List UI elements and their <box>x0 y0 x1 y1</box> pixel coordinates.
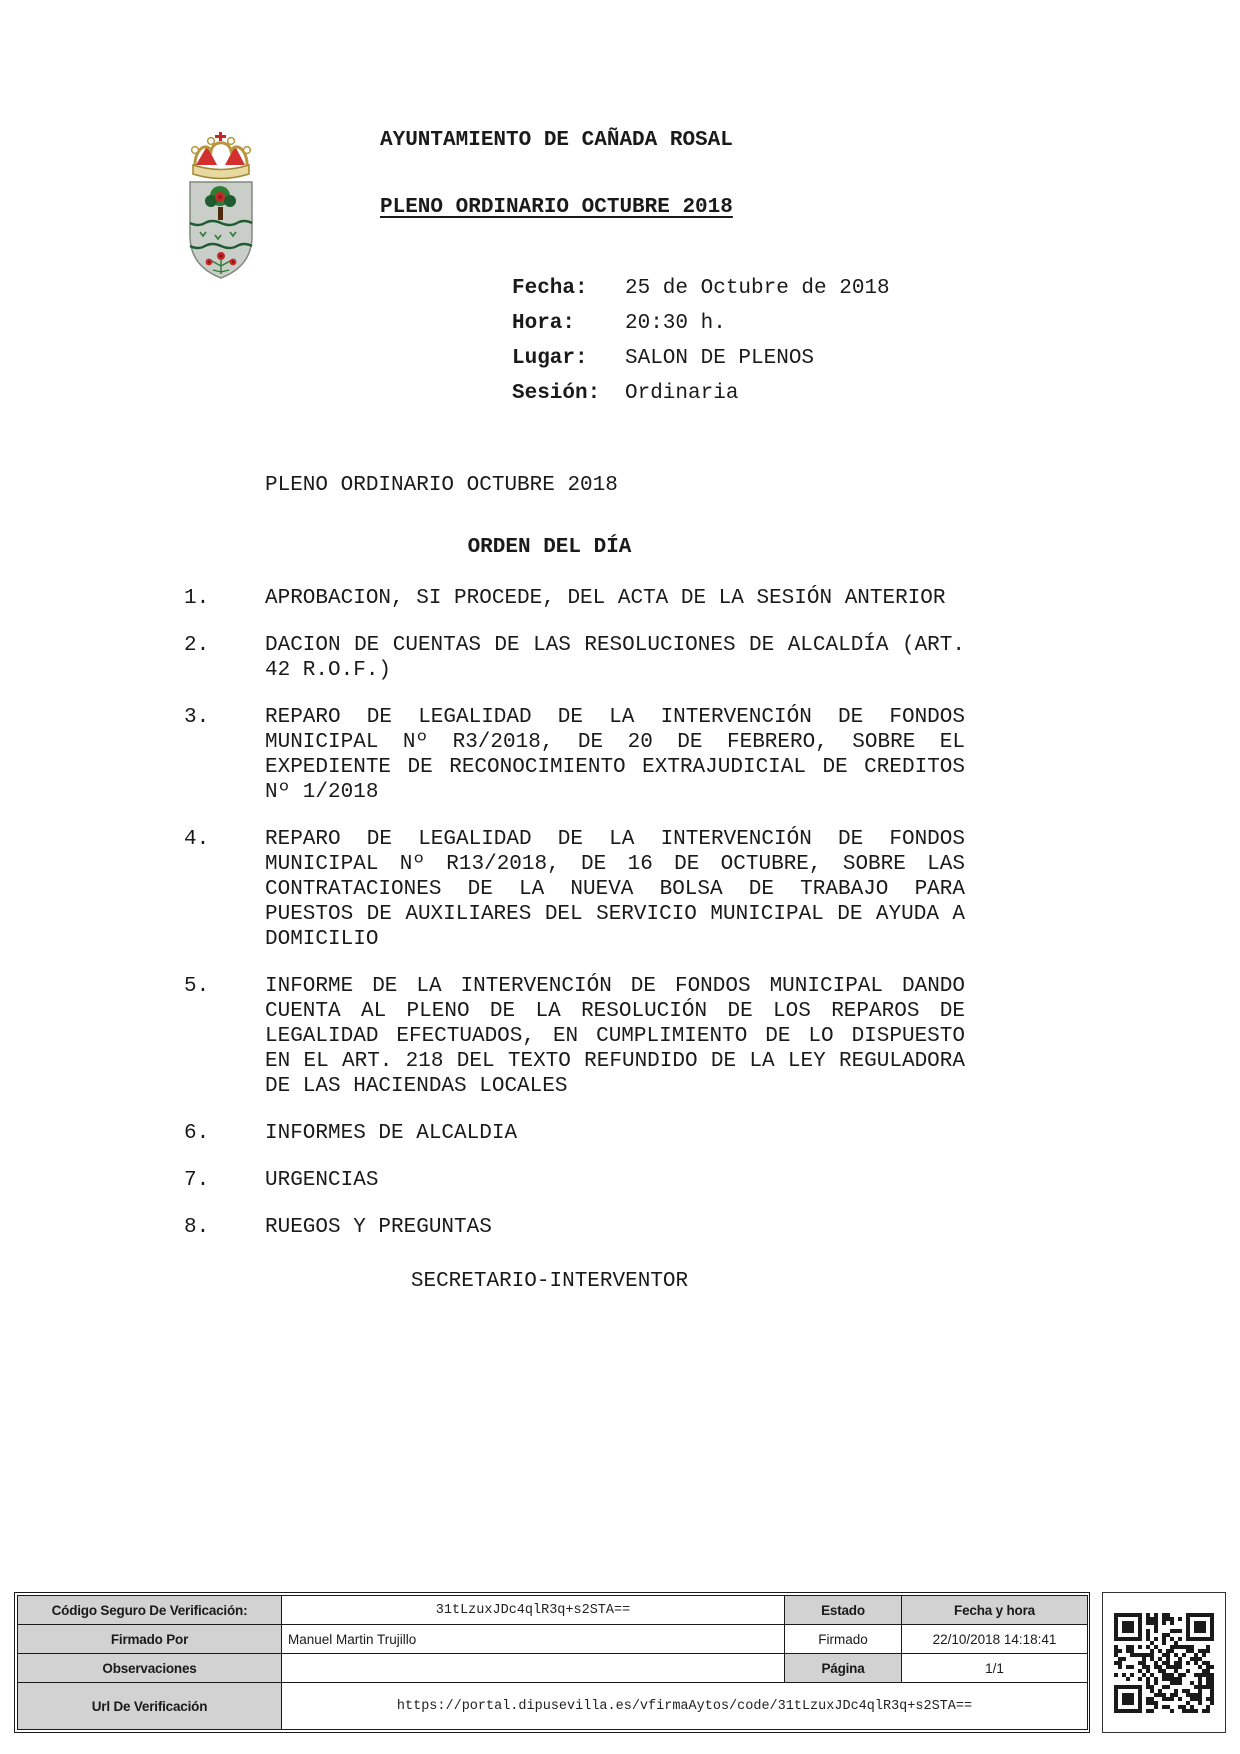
firmado-por-label: Firmado Por <box>18 1625 282 1654</box>
session-detail-label: Sesión: <box>512 382 601 405</box>
agenda-item-number: 1. <box>184 587 210 610</box>
agenda-item-number: 5. <box>184 975 210 998</box>
session-detail-label: Lugar: <box>512 347 588 370</box>
agenda-item-number: 2. <box>184 634 210 657</box>
agenda-item <box>184 1215 965 1240</box>
agenda-item-text: DACION DE CUENTAS DE LAS RESOLUCIONES DE ALCALDÍA (ART. 42 R.O.F.) <box>265 634 965 682</box>
document-title: PLENO ORDINARIO OCTUBRE 2018 <box>380 196 733 219</box>
agenda-item <box>184 586 965 611</box>
verification-row-csv <box>18 1596 1088 1625</box>
organization-name: AYUNTAMIENTO DE CAÑADA ROSAL <box>380 129 733 152</box>
pagina-value: 1/1 <box>902 1654 1088 1683</box>
estado-header: Estado <box>785 1596 902 1625</box>
agenda-item-text: INFORMES DE ALCALDIA <box>265 1122 518 1145</box>
agenda-item-number: 6. <box>184 1122 210 1145</box>
agenda-title: ORDEN DEL DÍA <box>467 536 632 559</box>
fecha-hora-header: Fecha y hora <box>902 1596 1088 1625</box>
agenda-item <box>184 1168 965 1193</box>
observaciones-value <box>282 1654 785 1683</box>
session-detail-row <box>512 276 890 301</box>
agenda-item-text: INFORME DE LA INTERVENCIÓN DE FONDOS MUNICIPAL DANDO CUENTA AL PLENO DE LA RESOLUCIÓN DE LOS REPAROS DE LEGALIDAD EFECTUADOS, EN CUMPLIMIENTO DE LO DISPUESTO EN EL ART. 218 DEL TEXTO REFUNDIDO DE LA LEY REGULADORA DE LAS HACIENDAS LOCALES <box>265 975 965 1098</box>
verification-grid <box>17 1595 1088 1730</box>
session-detail-row <box>512 311 890 336</box>
reference-line: PLENO ORDINARIO OCTUBRE 2018 <box>265 474 618 497</box>
session-detail-row <box>512 381 890 406</box>
session-detail-value: 25 de Octubre de 2018 <box>625 277 890 300</box>
document-header <box>380 128 733 220</box>
agenda-item-number: 4. <box>184 828 210 851</box>
qr-code-graphic <box>1112 1611 1216 1715</box>
observaciones-label: Observaciones <box>18 1654 282 1683</box>
agenda-item-number: 7. <box>184 1169 210 1192</box>
verification-row-firmado <box>18 1625 1088 1654</box>
coat-of-arms-icon <box>180 130 262 280</box>
agenda-item-list <box>184 586 965 1240</box>
session-detail-label: Fecha: <box>512 277 588 300</box>
estado-value: Firmado <box>785 1625 902 1654</box>
firmado-por-value: Manuel Martin Trujillo <box>282 1625 785 1654</box>
coat-of-arms-graphic <box>180 130 262 280</box>
agenda-item-text: APROBACION, SI PROCEDE, DEL ACTA DE LA SESIÓN ANTERIOR <box>265 587 946 610</box>
agenda-item <box>184 827 965 952</box>
agenda-item-text: RUEGOS Y PREGUNTAS <box>265 1216 492 1239</box>
agenda-item <box>184 974 965 1099</box>
agenda-item-text: URGENCIAS <box>265 1169 379 1192</box>
agenda-item-number: 3. <box>184 706 210 729</box>
qr-code-icon <box>1102 1592 1226 1733</box>
session-detail-label: Hora: <box>512 312 576 335</box>
session-detail-row <box>512 346 890 371</box>
url-value: https://portal.dipusevilla.es/vfirmaAytos/code/31tLzuxJDc4qlR3q+s2STA== <box>282 1683 1088 1730</box>
pagina-header: Página <box>785 1654 902 1683</box>
verification-footer <box>14 1592 1226 1733</box>
verification-row-url <box>18 1683 1088 1730</box>
session-detail-value: SALON DE PLENOS <box>625 347 815 370</box>
session-detail-value: Ordinaria <box>625 382 739 405</box>
agenda-item-number: 8. <box>184 1216 210 1239</box>
csv-value: 31tLzuxJDc4qlR3q+s2STA== <box>282 1596 785 1625</box>
session-details <box>512 276 890 416</box>
verification-row-observaciones <box>18 1654 1088 1683</box>
agenda-item <box>184 633 965 683</box>
url-label: Url De Verificación <box>18 1683 282 1730</box>
fecha-hora-value: 22/10/2018 14:18:41 <box>902 1625 1088 1654</box>
agenda-item-text: REPARO DE LEGALIDAD DE LA INTERVENCIÓN DE FONDOS MUNICIPAL Nº R3/2018, DE 20 DE FEBRERO, SOBRE EL EXPEDIENTE DE RECONOCIMIENTO EXTRAJUDICIAL DE CREDITOS Nº 1/2018 <box>265 706 965 804</box>
agenda-item <box>184 1121 965 1146</box>
agenda-item <box>184 705 965 805</box>
signature-line: SECRETARIO-INTERVENTOR <box>410 1270 689 1293</box>
session-detail-value: 20:30 h. <box>625 312 726 335</box>
csv-label: Código Seguro De Verificación: <box>18 1596 282 1625</box>
agenda-item-text: REPARO DE LEGALIDAD DE LA INTERVENCIÓN DE FONDOS MUNICIPAL Nº R13/2018, DE 16 DE OCTUBRE, SOBRE LAS CONTRATACIONES DE LA NUEVA BOLSA DE TRABAJO PARA PUESTOS DE AUXILIARES DEL SERVICIO MUNICIPAL DE AYUDA A DOMICILIO <box>265 828 965 951</box>
verification-table <box>14 1592 1090 1733</box>
agenda-section <box>184 535 965 1294</box>
